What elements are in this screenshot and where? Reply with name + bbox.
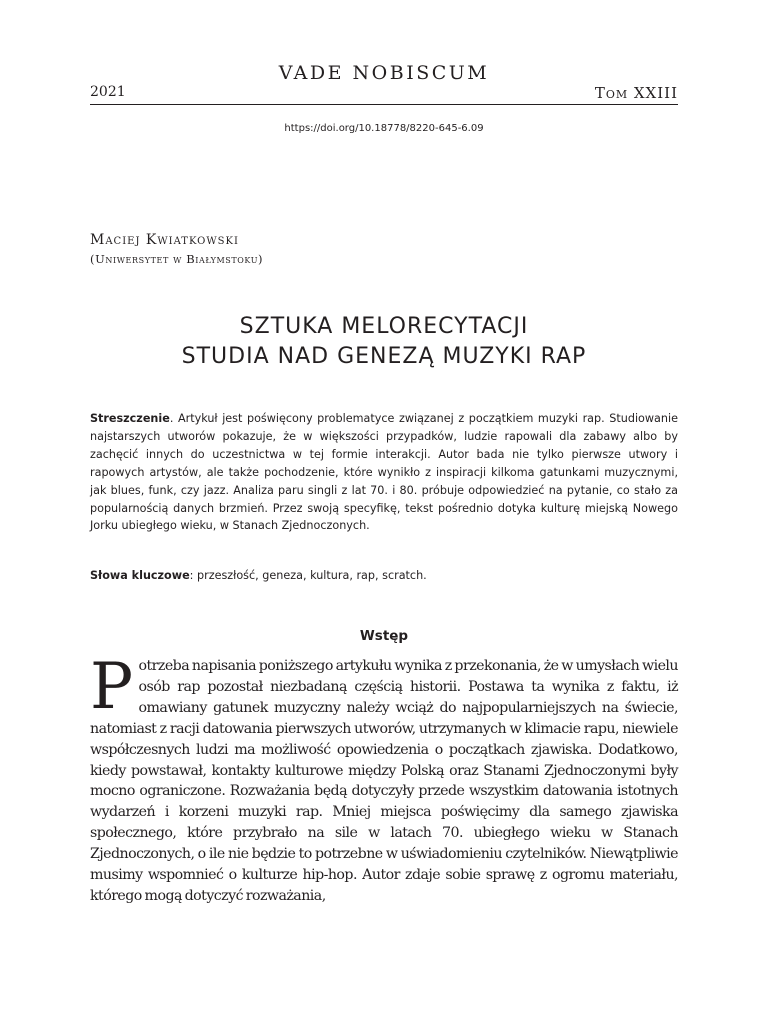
keywords-text: : przeszłość, geneza, kultura, rap, scratch. [189,569,427,582]
drop-cap: P [90,650,133,724]
title-line-1: SZTUKA MELORECYTACJI [239,314,529,339]
header-rule [90,104,678,105]
year: 2021 [90,84,126,100]
volume: Tom XXIII [594,84,678,102]
abstract [90,410,678,535]
journal-title: VADE NOBISCUM [278,62,490,84]
author-name: Maciej Kwiatkowski [90,232,239,248]
doi-link[interactable]: https://doi.org/10.18778/8220-645-6.09 [284,123,484,134]
author-affiliation: (Uniwersytet w Białymstoku) [90,252,264,266]
keywords-label: Słowa kluczowe [90,569,190,582]
body-text: otrzeba napisania poniższego artykułu wynika z przekonania, że w umysłach wielu osób rap pozostał niezbadaną częścią historii. Postawa ta wynika z faktu, iż omawiany gatunek muzyczny należy wciąż do najpopularniejszych na świecie, natomiast z racji datowania pierwszych utworów, utrzymanych w klimacie rapu, niewiele współczesnych ludzi ma możliwość opowiedzenia o początkach zjawiska. Dodatkowo, kiedy powstawał, kontakty kulturowe między Polską oraz Stanami Zjednoczonymi były mocno ograniczone. Rozważania będą dotyczyły przede wszystkim datowania istotnych wydarzeń i korzeni muzyki rap. Mniej miejsca poświęcimy dla samego zjawiska społecznego, które przybrało na sile w latach 70. ubiegłego wieku w Stanach Zjednoczonych, o ile nie będzie to potrzebne w uświadomieniu czytelników. Niewątpliwie musimy wspomnieć o kulturze hip-hop. Autor zdaje sobie sprawę z ogromu materiału, którego mogą dotyczyć rozważania, [90,658,678,904]
article-title [0,312,768,372]
title-line-2: STUDIA NAD GENEZĄ MUZYKI RAP [181,344,587,369]
body-paragraph [90,650,678,907]
section-heading: Wstęp [359,628,409,644]
abstract-label: Streszczenie [90,412,170,425]
keywords [90,569,678,582]
abstract-text: . Artykuł jest poświęcony problematyce związanej z początkiem muzyki rap. Studiowanie najstarszych utworów pokazuje, że w większości przypadków, ludzie rapowali dla zabawy albo by zachęcić innych do uczestnictwa w tej formie interakcji. Autor bada nie tylko pierwsze utwory i rapowych artystów, ale także pochodzenie, które wynikło z inspiracji kilkoma gatunkami muzycznymi, jak blues, funk, czy jazz. Analiza paru singli z lat 70. i 80. próbuje odpowiedzieć na pytanie, co stało za popularnością danych brzmień. Przez swoją specyfikę, tekst pośrednio dotyka kulturę miejską Nowego Jorku ubiegłego wieku, w Stanach Zjednoczonych. [90,412,678,533]
running-header [90,84,678,102]
